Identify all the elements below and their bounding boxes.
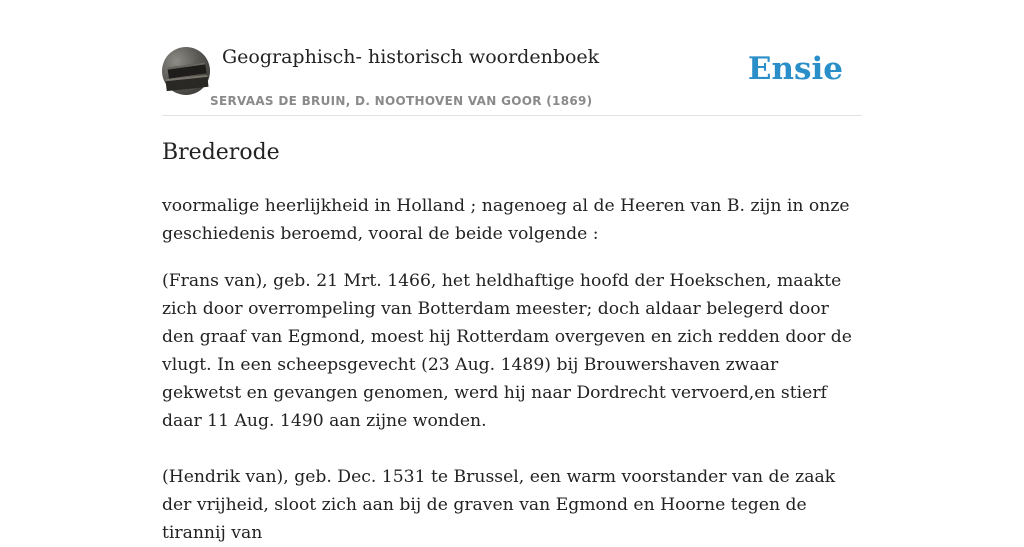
book-title[interactable]: Geographisch- historisch woordenboek xyxy=(222,46,600,68)
entry-paragraph: voormalige heerlijkheid in Holland ; nagenoeg al de Heeren van B. zijn in onze geschiedenis beroemd, vooral de beide volgende : xyxy=(162,196,850,244)
book-author: SERVAAS DE BRUIN, D. NOOTHOVEN VAN GOOR (1869) xyxy=(210,94,593,108)
entry-content xyxy=(162,192,862,547)
entry-title: Brederode xyxy=(162,140,280,165)
entry-paragraph: (Frans van), geb. 21 Mrt. 1466, het heldhaftige hoofd der Hoekschen, maakte zich door overrompeling van Botterdam meester; doch aldaar belegerd door den graaf van Egmond, moest hij Rotterdam overgeven en zich redden door de vlugt. In een scheepsgevecht (23 Aug. 1489) bij Brouwershaven zwaar gekwetst en gevangen genomen, werd hij naar Dordrecht vervoerd,en stierf daar 11 Aug. 1490 aan zijne wonden. xyxy=(162,271,852,431)
entry-paragraph: (Hendrik van), geb. Dec. 1531 te Brussel, een warm voorstander van de zaak der vrijheid, sloot zich aan bij de graven van Egmond en Hoorne tegen de tirannij van xyxy=(162,467,836,543)
book-avatar[interactable] xyxy=(162,47,210,95)
book-header xyxy=(162,46,862,116)
brand-logo[interactable]: Ensie xyxy=(747,51,843,87)
